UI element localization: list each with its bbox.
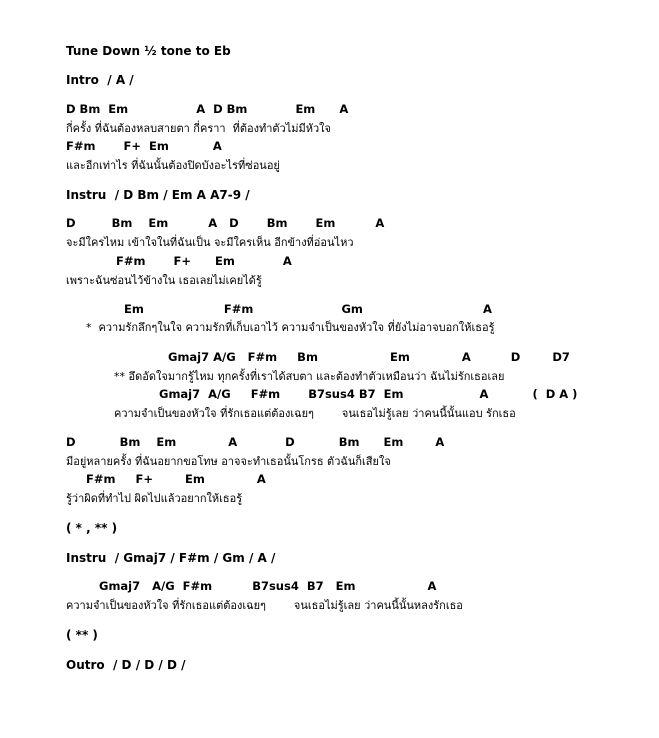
chorus2-chords-1: Gmaj7 A/G F#m Bm Em A D D7 (168, 350, 570, 364)
verse1-chords-2: F#m F+ Em A (66, 139, 222, 153)
chorus1-lyrics: * ความรักลึกๆในใจ ความรักที่เก็บเอาไว้ ความจำเป็นของหัวใจ ที่ยังไม่อาจบอกให้เธอรู้ (86, 321, 495, 334)
verse3-chords-2: F#m F+ Em A (86, 472, 266, 486)
verse3-lyrics-1: มีอยู่หลายครั้ง ที่ฉันอยากขอโทษ อาจจะทำเธอนั้นโกรธ ตัวฉันก็เสียใจ (66, 455, 391, 468)
chorus2-chords-2: Gmaj7 A/G F#m B7sus4 B7 Em A ( D A ) (159, 387, 578, 401)
verse1-lyrics-2: และอีกเท่าไร ที่ฉันนั้นต้องปิดบังอะไรที่ซ่อนอยู่ (66, 159, 280, 172)
ending-lyrics: ความจำเป็นของหัวใจ ที่รักเธอแต่ต้องเฉยๆ จนเธอไม่รู้เลย ว่าคนนี้นั้นหลงรักเธอ (66, 599, 463, 612)
verse2-chords-2: F#m F+ Em A (116, 254, 292, 268)
verse3-chords-1: D Bm Em A D Bm Em A (66, 435, 445, 449)
chorus1-chords: Em F#m Gm A (124, 302, 492, 316)
verse2-lyrics-1: จะมีใครไหม เข้าใจในที่ฉันเป็น จะมีใครเห็น อีกข้างที่อ่อนไหว (66, 236, 354, 249)
verse2-lyrics-2: เพราะฉันซ่อนไว้ข้างใน เธอเลยไม่เคยได้รู้ (66, 274, 262, 287)
repeat-marker-1: ( * , ** ) (66, 521, 118, 535)
verse1-lyrics-1: กี่ครั้ง ที่ฉันต้องหลบสายตา กี่คราา ที่ต้องทำตัวไม่มีหัวใจ (66, 122, 331, 135)
tuning-note: Tune Down ½ tone to Eb (66, 44, 231, 58)
ending-chords: Gmaj7 A/G F#m B7sus4 B7 Em A (99, 579, 437, 593)
verse2-chords-1: D Bm Em A D Bm Em A (66, 216, 385, 230)
repeat-marker-2: ( ** ) (66, 628, 98, 642)
instru-line-2: Instru / Gmaj7 / F#m / Gm / A / (66, 551, 276, 565)
chorus2-lyrics-2: ความจำเป็นของหัวใจ ที่รักเธอแต่ต้องเฉยๆ จนเธอไม่รู้เลย ว่าคนนี้นั้นแอบ รักเธอ (114, 407, 516, 420)
intro-line: Intro / A / (66, 73, 134, 87)
chorus2-lyrics-1: ** อึดอัดใจมากรู้ไหม ทุกครั้งที่เราได้สบตา และต้องทำตัวเหมือนว่า ฉันไม่รักเธอเลย (114, 370, 505, 383)
verse1-chords-1: D Bm Em A D Bm Em A (66, 102, 349, 116)
verse3-lyrics-2: รู้ว่าผิดที่ทำไป ผิดไปแล้วอยากให้เธอรู้ (66, 492, 243, 505)
instru-line-1: Instru / D Bm / Em A A7-9 / (66, 188, 250, 202)
outro-line: Outro / D / D / D / (66, 658, 186, 672)
